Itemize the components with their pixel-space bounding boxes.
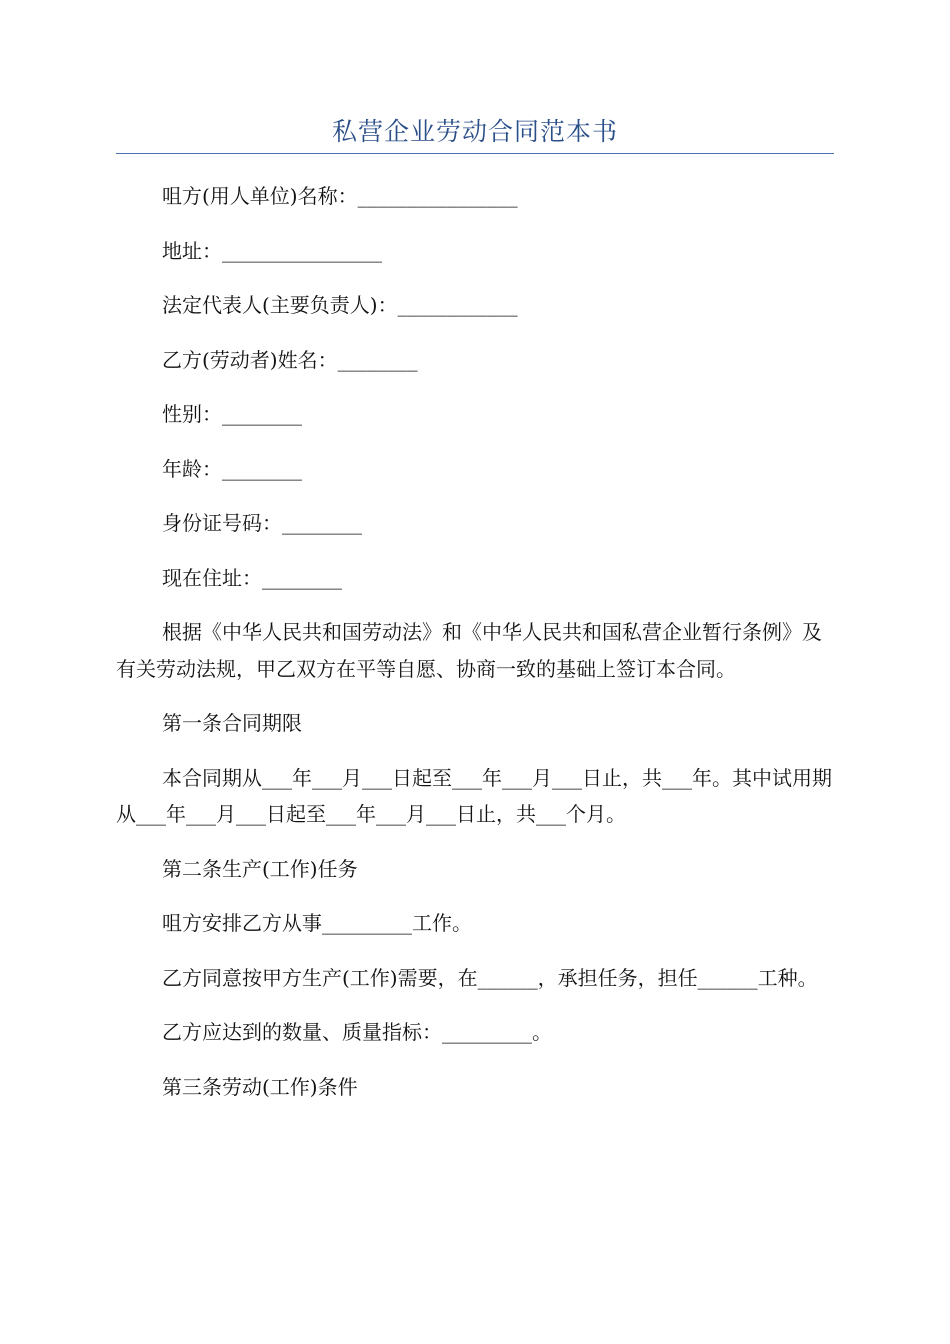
document-title: 私营企业劳动合同范本书 — [331, 117, 618, 146]
article-2-heading: 第二条生产(工作)任务 — [162, 856, 358, 881]
work-requirement-paragraph: 乙方同意按甲方生产(工作)需要，在______，承担任务，担任______工种。 — [162, 965, 818, 990]
article-1-heading: 第一条合同期限 — [162, 711, 302, 735]
employer-address-field: 地址：________________ — [162, 238, 382, 263]
preamble-paragraph: 根据《中华人民共和国劳动法》和《中华人民共和国私营企业暂行条例》及有关劳动法规，甲乙双方在平等自愿、协商一致的基础上签订本合同。 — [116, 620, 822, 681]
legal-representative-field: 法定代表人(主要负责人)：____________ — [162, 293, 518, 317]
quality-target-paragraph: 乙方应达到的数量、质量指标：_________。 — [162, 1020, 552, 1044]
contract-term-paragraph: 本合同期从___年___月___日起至___年___月___日止，共___年。其中试用期从___年___月___日起至___年___月___日止，共___个月。 — [116, 765, 832, 826]
work-assignment-paragraph: 咀方安排乙方从事_________工作。 — [162, 911, 472, 935]
current-address-field: 现在住址：________ — [162, 565, 342, 590]
title-underline — [116, 153, 834, 154]
id-number-field: 身份证号码：________ — [162, 511, 362, 535]
article-3-heading: 第三条劳动(工作)条件 — [162, 1074, 358, 1099]
gender-field: 性别：________ — [162, 402, 302, 426]
age-field: 年龄：________ — [162, 456, 302, 481]
employee-name-field: 乙方(劳动者)姓名：________ — [162, 347, 418, 372]
document-body — [116, 178, 834, 1105]
employer-name-field: 咀方(用人单位)名称：________________ — [162, 184, 518, 208]
